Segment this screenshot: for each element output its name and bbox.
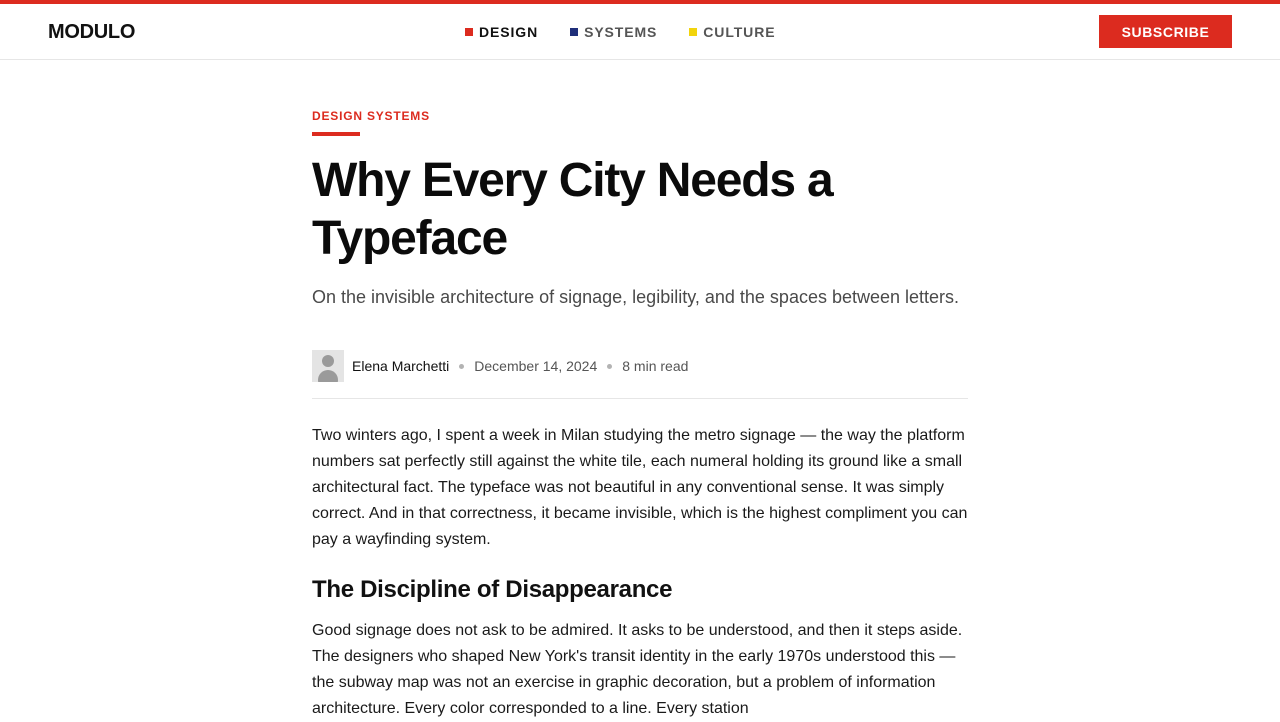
nav-item-systems[interactable] [570,24,657,40]
nav-item-culture[interactable] [689,24,775,40]
publish-date: December 14, 2024 [474,358,598,374]
section-heading: The Discipline of Disappearance [312,576,673,603]
nav-item-label: SYSTEMS [584,24,658,40]
kicker-underline [312,132,360,136]
subscribe-button[interactable]: SUBSCRIBE [1099,15,1232,48]
dot-separator-icon [459,364,464,369]
author-name[interactable]: Elena Marchetti [352,358,450,374]
dot-separator-icon [607,364,612,369]
byline-divider [312,398,968,399]
main-nav [465,24,775,40]
article-dek: On the invisible architecture of signage, legibility, and the spaces between letters. [312,287,960,307]
byline [312,350,968,382]
nav-item-label: CULTURE [703,24,776,40]
article-paragraph: Two winters ago, I spent a week in Milan studying the metro signage — the way the platform numbers sat perfectly still against the white tile, each numeral holding its ground like a small architectural fact. The typeface was not beautiful in any conventional sense. It was simply correct. And in that correctness, it became invisible, which is the highest compliment you can pay a wayfinding system. [312,427,968,548]
square-marker-icon [689,28,697,36]
square-marker-icon [570,28,578,36]
site-header [0,4,1280,60]
square-marker-icon [465,28,473,36]
site-logo[interactable]: MODULO [48,21,136,43]
user-avatar-icon [312,350,344,382]
article-kicker[interactable]: DESIGN SYSTEMS [312,109,430,123]
nav-item-design[interactable] [465,24,538,40]
read-time: 8 min read [622,358,689,374]
article-headline: Why Every City Needs a Typeface [312,154,833,265]
article-paragraph: Good signage does not ask to be admired. It asks to be understood, and then it steps aside. The designers who shaped New York's transit identity in the early 1970s understood this — the subway map was not an exercise in graphic decoration, but a problem of information architecture. Every color corresponded to a line. Every station [312,622,963,717]
nav-item-label: DESIGN [479,24,539,40]
